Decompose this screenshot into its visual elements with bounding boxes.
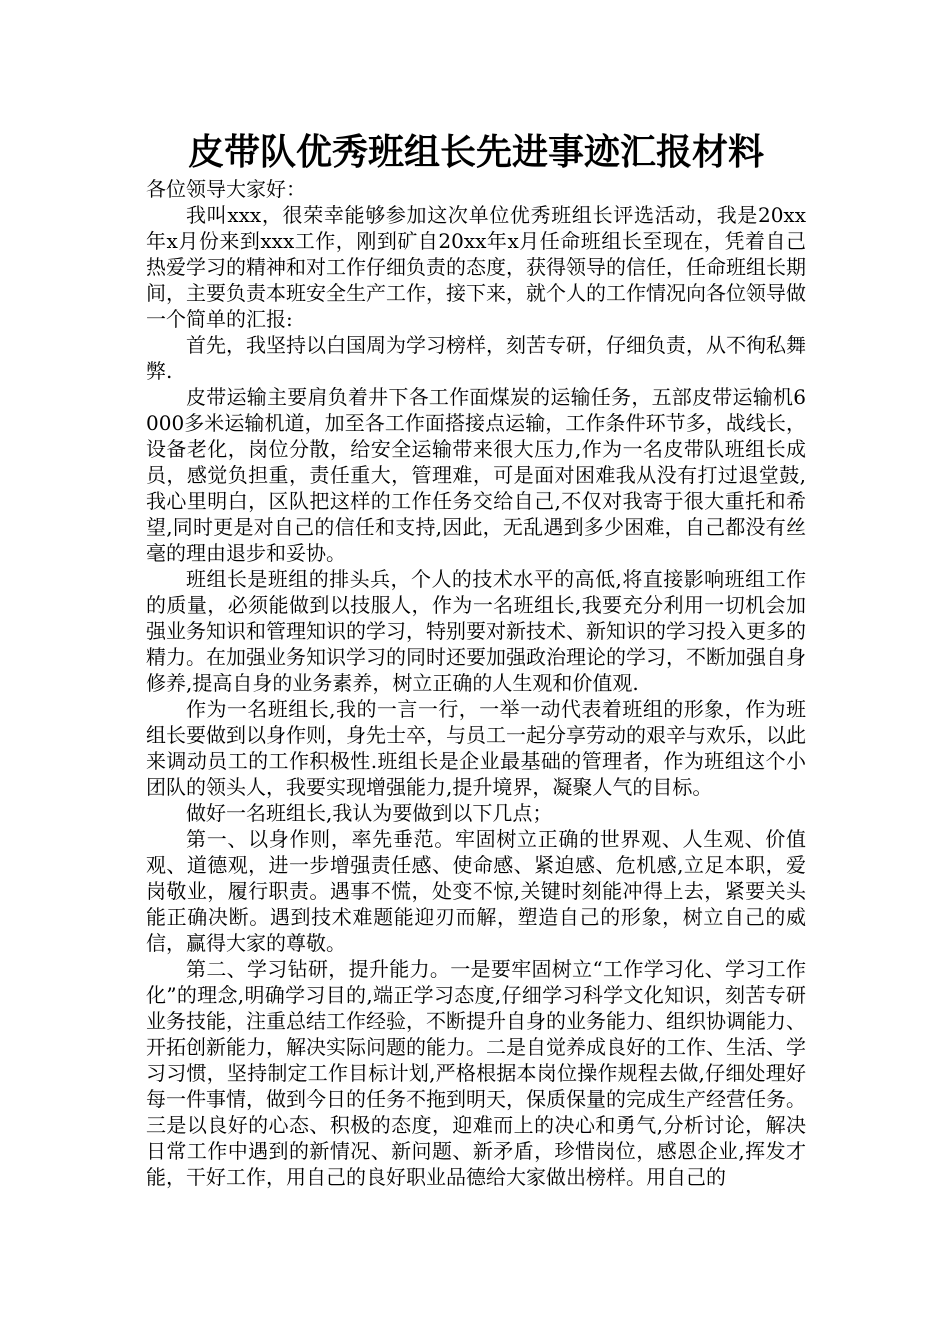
paragraph-point-one: 第一、以身作则，率先垂范。牢固树立正确的世界观、人生观、价值观、道德观，进一步增强责任感、使命感、紧迫感、危机感,立足本职，爱岗敬业，履行职责。遇事不慌，处变不惊,关键时刻能冲得上去，紧要关头能正确决断。遇到技术难题能迎刃而解，塑造自己的形象，树立自己的威信，赢得大家的尊敬。 [146, 827, 806, 955]
document-title: 皮带队优秀班组长先进事迹汇报材料 [187, 131, 764, 173]
paragraph-belt-transport: 皮带运输主要肩负着井下各工作面煤炭的运输任务，五部皮带运输机6000多米运输机道，加至各工作面搭接点运输，工作条件环节多，战线长，设备老化，岗位分散，给安全运输带来很大压力,作为一名皮带队班组长成员，感觉负担重，责任重大，管理难，可是面对困难我从没有打过退堂鼓,我心里明白，区队把这样的工作任务交给自己,不仅对我寄于很大重托和希望,同时更是对自己的信任和支持,因此，无乱遇到多少困难，自己都没有丝毫的理由退步和妥协。 [146, 385, 806, 565]
paragraph-point-two: 第二、学习钻研，提升能力。一是要牢固树立“工作学习化、学习工作化”的理念,明确学习目的,端正学习态度,仔细学习科学文化知识，刻苦专研业务技能，注重总结工作经验，不断提升自身的业务能力、组织协调能力、开拓创新能力，解决实际问题的能力。二是自觉养成良好的工作、生活、学习习惯，坚持制定工作目标计划,严格根据本岗位操作规程去做,仔细处理好每一件事情，做到今日的任务不拖到明天，保质保量的完成生产经营任务。三是以良好的心态、积极的态度，迎难而上的决心和勇气,分析讨论，解决日常工作中遇到的新情况、新问题、新矛盾，珍惜岗位，感恩企业,挥发才能，干好工作，用自己的良好职业品德给大家做出榜样。用自己的 [146, 957, 806, 1189]
paragraph-first: 首先，我坚持以白国周为学习榜样，刻苦专研，仔细负责，从不徇私舞弊. [146, 333, 806, 383]
paragraph-points-intro: 做好一名班组长,我认为要做到以下几点； [186, 801, 553, 825]
paragraph-team-leader-skills: 班组长是班组的排头兵，个人的技术水平的高低,将直接影响班组工作的质量，必须能做到以技服人，作为一名班组长,我要充分利用一切机会加强业务知识和管理知识的学习，特别要对新技术、新知识的学习投入更多的精力。在加强业务知识学习的同时还要加强政治理论的学习，不断加强自身修养,提高自身的业务素养，树立正确的人生观和价值观. [146, 567, 806, 695]
paragraph-lead-by-example: 作为一名班组长,我的一言一行，一举一动代表着班组的形象，作为班组长要做到以身作则，身先士卒，与员工一起分享劳动的艰辛与欢乐，以此来调动员工的工作积极性.班组长是企业最基础的管理者，作为班组这个小团队的领头人，我要实现增强能力,提升境界，凝聚人气的目标。 [146, 697, 806, 799]
paragraph-intro: 我叫xxx，很荣幸能够参加这次单位优秀班组长评选活动，我是20xx年x月份来到xxx工作，刚到矿自20xx年x月任命班组长至现在，凭着自己热爱学习的精神和对工作仔细负责的态度，获得领导的信任，任命班组长期间，主要负责本班安全生产工作，接下来，就个人的工作情况向各位领导做一个简单的汇报: [146, 203, 806, 331]
salutation: 各位领导大家好： [146, 177, 306, 201]
document-page [146, 128, 806, 1190]
